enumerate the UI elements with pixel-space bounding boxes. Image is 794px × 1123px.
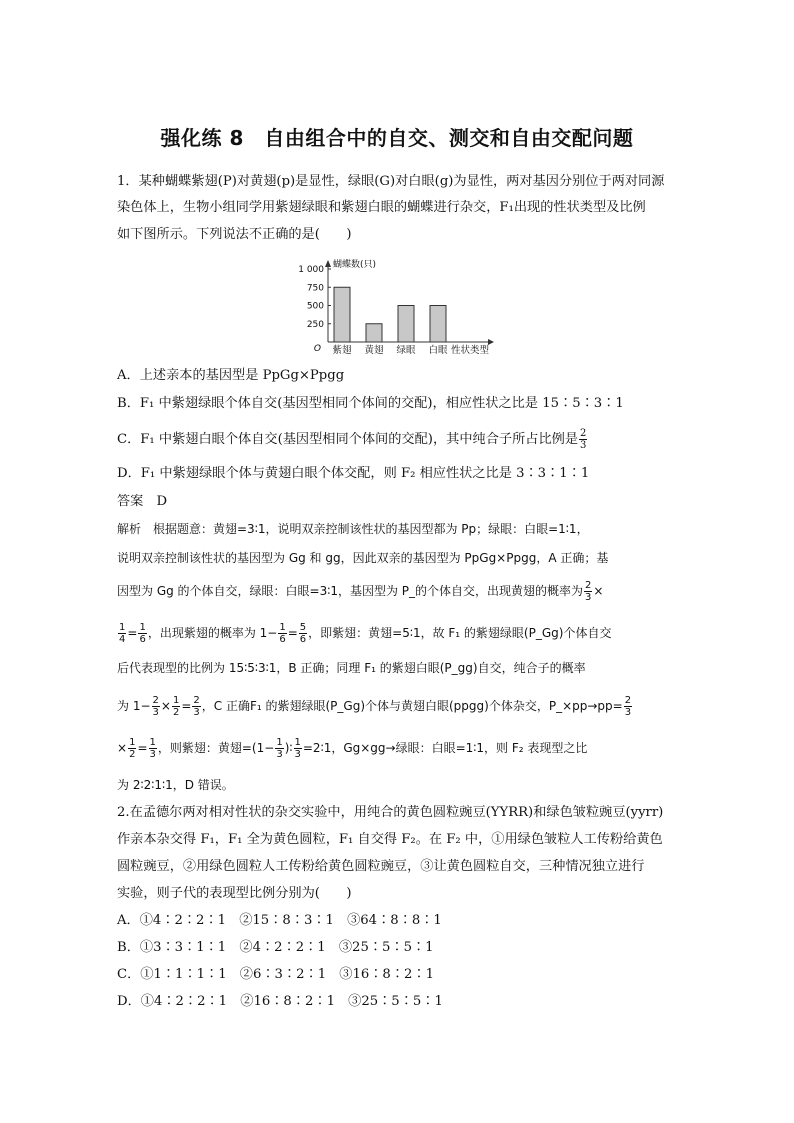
q1-solution-line-7: × $\frac{1}{2}$ = $\frac{1}{3}$ ，则紫翅：黄翅=(1− $\frac{1}{3}$ )∶ $\frac{1}{3}$ =2∶1，Gg×gg→绿眼：白眼=1∶1，则 F₂ 表现型之比 xyxy=(117,737,588,760)
bar-3 xyxy=(398,306,414,343)
q2-option-c: C．①1∶1∶1∶1 ②6∶3∶2∶1 ③16∶8∶2∶1 xyxy=(117,967,434,982)
bar-2 xyxy=(366,324,382,342)
q2-option-a: A．①4∶2∶2∶1 ②15∶8∶3∶1 ③64∶8∶8∶1 xyxy=(117,913,442,928)
origin-label: O xyxy=(313,344,321,354)
fraction: $\frac{2}{3}$ xyxy=(624,695,632,718)
butterfly-bar-chart xyxy=(292,255,502,363)
q2-option-b: B．①3∶3∶1∶1 ②4∶2∶2∶1 ③25∶5∶5∶1 xyxy=(117,940,434,955)
q1-stem-line-3: 如下图所示。下列说法不正确的是( ) xyxy=(117,227,352,242)
q1-stem-line-1: 1．某种蝴蝶紫翅(P)对黄翅(p)是显性，绿眼(G)对白眼(g)为显性，两对基因分别位于两对同源 xyxy=(117,174,665,189)
fraction: $\frac{1}{4}$ xyxy=(119,622,126,645)
fraction: $\frac{2}{3}$ xyxy=(580,428,587,451)
fraction: $\frac{1}{6}$ xyxy=(139,622,146,645)
y-axis-title: 蝴蝶数(只) xyxy=(333,260,377,270)
q1-solution-line-8: 为 2∶2∶1∶1，D 错误。 xyxy=(117,778,234,792)
q2-stem-line-2: 作亲本杂交得 F₁，F₁ 全为黄色圆粒，F₁ 自交得 F₂。在 F₂ 中，①用绿色皱粒人工传粉给黄色 xyxy=(117,832,663,847)
fraction: $\frac{1}{2}$ xyxy=(172,695,180,718)
fraction: $\frac{2}{3}$ xyxy=(152,695,159,718)
fraction: $\frac{1}{3}$ xyxy=(149,737,156,760)
q1-stem-line-2: 染色体上，生物小组同学用紫翅绿眼和紫翅白眼的蝴蝶进行杂交，F₁出现的性状类型及比例 xyxy=(117,200,646,215)
q1-option-b: B．F₁ 中紫翅绿眼个体自交(基因型相同个体间的交配)，相应性状之比是 15∶5∶3∶1 xyxy=(117,396,624,411)
q1-option-c-text: C．F₁ 中紫翅白眼个体自交(基因型相同个体间的交配)，其中纯合子所占比例是 xyxy=(117,432,579,447)
q2-option-d: D．①4∶2∶2∶1 ②16∶8∶2∶1 ③25∶5∶5∶1 xyxy=(117,994,443,1009)
q1-option-c xyxy=(117,428,588,451)
q2-stem-line-4: 实验，则子代的表现型比例分别为( ) xyxy=(117,886,352,901)
fraction: $\frac{1}{6}$ xyxy=(279,622,286,645)
q1-solution-line-5: 后代表现型的比例为 15∶5∶3∶1，B 正确；同理 F₁ 的紫翅白眼(P_gg)自交，纯合子的概率 xyxy=(117,661,586,675)
fraction: $\frac{1}{3}$ xyxy=(276,737,283,760)
x-axis-title: 性状类型 xyxy=(450,345,490,356)
q1-option-a: A．上述亲本的基因型是 PpGg×Ppgg xyxy=(117,368,345,383)
bar-4 xyxy=(430,306,446,343)
fraction: $\frac{1}{3}$ xyxy=(294,737,301,760)
q1-solution-line-4: $\frac{1}{4}$ = $\frac{1}{6}$ ，出现紫翅的概率为 1− $\frac{1}{6}$ = $\frac{5}{6}$ ，即紫翅：黄翅=5∶1，故 F₁ 的紫翅绿眼(P_Gg)个体自交 xyxy=(119,622,612,645)
x-tick-label: 白眼 xyxy=(428,345,448,356)
page-title: 强化练 8 自由组合中的自交、测交和自由交配问题 xyxy=(160,126,634,150)
x-tick-label: 绿眼 xyxy=(396,345,416,356)
y-tick-label: 250 xyxy=(306,319,324,330)
q1-solution-line-2: 说明双亲控制该性状的基因型为 Gg 和 gg，因此双亲的基因型为 PpGg×Ppgg，A 正确；基 xyxy=(117,551,609,565)
y-tick-label: 500 xyxy=(306,301,324,312)
fraction: $\frac{1}{2}$ xyxy=(129,737,136,760)
y-tick-label: 750 xyxy=(306,283,324,294)
q1-answer: 答案 D xyxy=(117,494,168,509)
x-tick-label: 黄翅 xyxy=(364,345,384,356)
q1-solution-line-3: 因型为 Gg 的个体自交，绿眼：白眼=3∶1，基因型为 P_的个体自交，出现黄翅的概率为 $\frac{2}{3}$ × xyxy=(117,580,604,603)
fraction: $\frac{2}{3}$ xyxy=(585,580,592,603)
q1-option-d: D．F₁ 中紫翅绿眼个体与黄翅白眼个体交配，则 F₂ 相应性状之比是 3∶3∶1∶1 xyxy=(117,466,590,481)
q1-solution-line-6: 为 1− $\frac{2}{3}$ × $\frac{1}{2}$ = $\frac{2}{3}$ ，C 正确F₁ 的紫翅绿眼(P_Gg)个体与黄翅白眼(ppgg)个体杂交，P_×pp→pp= $\frac{2}{3}$ xyxy=(117,695,632,718)
fraction: $\frac{2}{3}$ xyxy=(193,695,200,718)
bar-1 xyxy=(334,287,350,342)
q1-solution-line-1: 解析 根据题意：黄翅=3∶1，说明双亲控制该性状的基因型都为 Pp；绿眼：白眼=1∶1， xyxy=(117,522,589,536)
y-tick-label: 1 000 xyxy=(298,265,324,275)
q2-stem-line-3: 圆粒豌豆，②用绿色圆粒人工传粉给黄色圆粒豌豆，③让黄色圆粒自交，三种情况独立进行 xyxy=(117,859,645,874)
fraction: $\frac{5}{6}$ xyxy=(299,622,307,645)
q2-stem-line-1: 2.在孟德尔两对相对性状的杂交实验中，用纯合的黄色圆粒豌豆(YYRR)和绿色皱粒豌豆(yyrr) xyxy=(117,805,664,820)
x-tick-label: 紫翅 xyxy=(332,345,352,356)
y-axis-arrow xyxy=(325,260,331,267)
